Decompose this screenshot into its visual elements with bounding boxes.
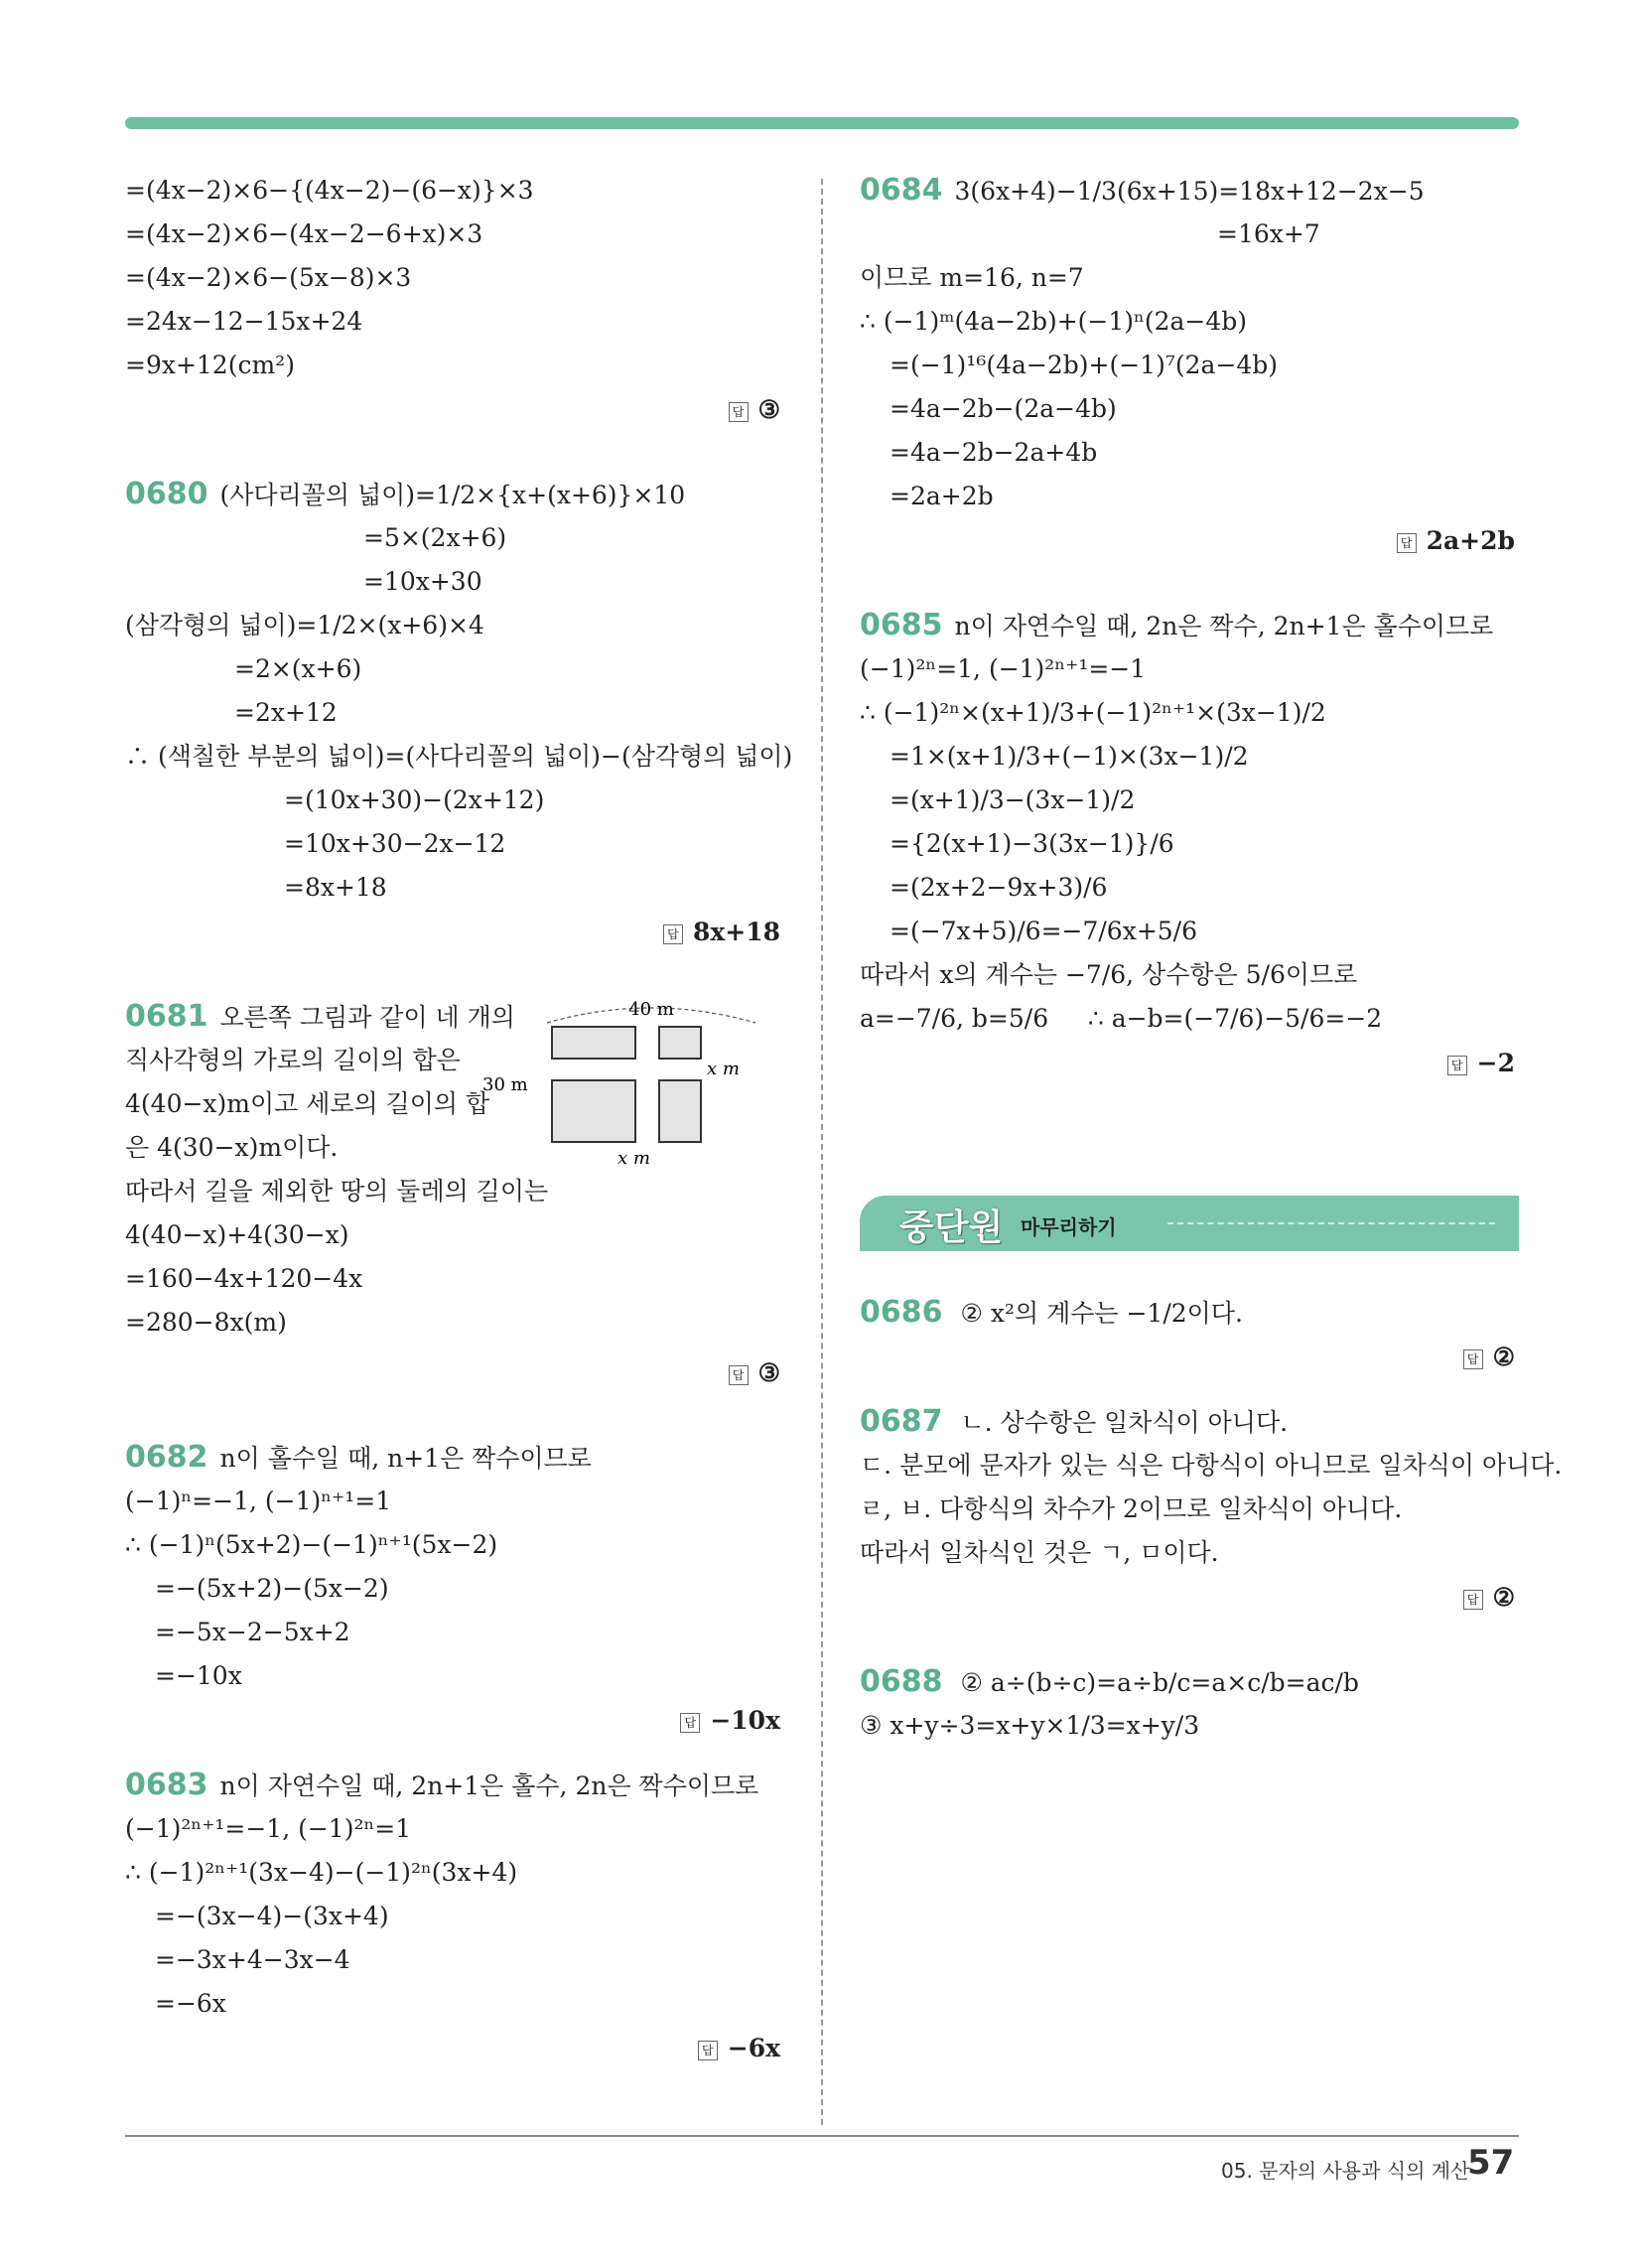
answer-line <box>860 1335 1515 1380</box>
solution-line: =9x+12(cm²) <box>125 351 295 379</box>
solution-line: =10x+30 <box>363 567 482 596</box>
problem-0684-first-line <box>860 169 1515 213</box>
footer-chapter: 05. 문자의 사용과 식의 계산 <box>1221 2159 1470 2183</box>
problem-0686-line <box>860 1291 1515 1335</box>
solution-line: (삼각형의 넓이)=1/2×(x+6)×4 <box>125 611 484 639</box>
solution-line: ㄹ, ㅂ. 다항식의 차수가 2이므로 일차식이 아니다. <box>860 1494 1403 1523</box>
land-figure <box>482 995 780 1169</box>
solution-line: =(10x+30)−(2x+12) <box>284 785 545 814</box>
top-accent-bar <box>125 117 1519 129</box>
solution-line: ∴ (−1)ᵐ(4a−2b)+(−1)ⁿ(2a−4b) <box>860 307 1248 336</box>
solution-line: ∴ (−1)ⁿ(5x+2)−(−1)ⁿ⁺¹(5x−2) <box>125 1530 498 1559</box>
answer-line <box>125 1350 780 1396</box>
solution-line: =2a+2b <box>889 482 994 510</box>
answer-line <box>860 518 1515 564</box>
right-label: x m <box>707 1059 740 1079</box>
problem-0681-block <box>125 995 780 1345</box>
answer-mark-icon: 답 <box>729 402 749 422</box>
solution-line: 오른쪽 그림과 같이 네 개의 <box>219 1003 515 1032</box>
solution-line: a=−7/6, b=5/6 ∴ a−b=(−7/6)−5/6=−2 <box>860 1004 1383 1033</box>
answer-value: ③ <box>757 395 780 424</box>
solution-line: ② a÷(b÷c)=a÷b/c=a×c/b=ac/b <box>960 1668 1359 1697</box>
solution-line: =−5x−2−5x+2 <box>155 1618 350 1646</box>
answer-value: 2a+2b <box>1426 526 1515 555</box>
problem-number: 0684 <box>860 173 943 208</box>
section-banner-title: 중단원 <box>899 1207 1004 1248</box>
solution-line: n이 자연수일 때, 2n은 짝수, 2n+1은 홀수이므로 <box>954 612 1494 640</box>
solution-line: =−10x <box>155 1661 242 1690</box>
answer-mark-icon: 답 <box>1397 533 1417 553</box>
solution-line: (−1)²ⁿ=1, (−1)²ⁿ⁺¹=−1 <box>860 654 1147 683</box>
problem-number: 0686 <box>860 1295 943 1330</box>
rect-top-left <box>552 1027 635 1059</box>
answer-value: −2 <box>1476 1049 1515 1077</box>
answer-line <box>125 387 780 433</box>
section-banner-subtitle: 마무리하기 <box>1021 1215 1117 1239</box>
problem-number: 0680 <box>125 477 208 511</box>
answer-value: ② <box>1492 1343 1515 1371</box>
solution-line: 이므로 m=16, n=7 <box>860 263 1084 292</box>
problem-0688-first-line <box>860 1660 1515 1704</box>
solution-line: 은 4(30−x)m이다. <box>125 1133 339 1162</box>
answer-mark-icon: 답 <box>1463 1590 1483 1610</box>
problem-0682-first-line <box>125 1436 780 1480</box>
left-label: 30 m <box>482 1074 528 1095</box>
solution-line: 따라서 x의 계수는 −7/6, 상수항은 5/6이므로 <box>860 960 1358 989</box>
solution-line: 4(40−x)+4(30−x) <box>125 1220 349 1249</box>
problem-number: 0688 <box>860 1664 943 1699</box>
solution-line: =(2x+2−9x+3)/6 <box>889 873 1108 902</box>
answer-line <box>125 1698 780 1744</box>
solution-line: ㄷ. 분모에 문자가 있는 식은 다항식이 아니므로 일차식이 아니다. <box>860 1451 1563 1480</box>
solution-line: =5×(2x+6) <box>363 523 507 552</box>
solution-line: n이 홀수일 때, n+1은 짝수이므로 <box>219 1444 592 1473</box>
problem-number: 0685 <box>860 608 943 642</box>
solution-line: (−1)²ⁿ⁺¹=−1, (−1)²ⁿ=1 <box>125 1814 412 1843</box>
solution-line: 3(6x+4)−1/3(6x+15)=18x+12−2x−5 <box>954 177 1425 206</box>
answer-mark-icon: 답 <box>663 924 683 944</box>
solution-line: 4(40−x)m이고 세로의 길이의 합 <box>125 1089 490 1118</box>
solution-line: =4a−2b−2a+4b <box>889 438 1098 467</box>
solution-line: =(4x−2)×6−(5x−8)×3 <box>125 263 412 292</box>
section-banner <box>860 1196 1515 1251</box>
answer-line <box>860 1575 1515 1621</box>
rect-bottom-right <box>659 1080 701 1142</box>
column-divider <box>821 179 823 2125</box>
left-column <box>125 169 793 2071</box>
problem-0683-first-line <box>125 1764 780 1807</box>
answer-mark-icon: 답 <box>1447 1056 1467 1075</box>
solution-line: (−1)ⁿ=−1, (−1)ⁿ⁺¹=1 <box>125 1487 392 1515</box>
solution-line: =(4x−2)×6−{(4x−2)−(6−x)}×3 <box>125 176 534 205</box>
solution-line: ={2(x+1)−3(3x−1)}/6 <box>889 829 1174 858</box>
solution-line: =(4x−2)×6−(4x−2−6+x)×3 <box>125 219 483 248</box>
solution-line: n이 자연수일 때, 2n+1은 홀수, 2n은 짝수이므로 <box>219 1772 759 1800</box>
solution-line: ② x²의 계수는 −1/2이다. <box>960 1299 1243 1328</box>
solution-line: 따라서 일차식인 것은 ㄱ, ㅁ이다. <box>860 1538 1219 1567</box>
rect-bottom-left <box>552 1080 635 1142</box>
solution-line: =(−1)¹⁶(4a−2b)+(−1)⁷(2a−4b) <box>889 351 1279 379</box>
solution-line: =2×(x+6) <box>234 654 362 683</box>
problem-0687-first-line <box>860 1400 1515 1444</box>
solution-line: =1×(x+1)/3+(−1)×(3x−1)/2 <box>889 742 1249 771</box>
answer-value: −10x <box>710 1706 780 1735</box>
problem-0680-first-line <box>125 473 780 516</box>
solution-line: =−3x+4−3x−4 <box>155 1945 350 1974</box>
solution-line: =(−7x+5)/6=−7/6x+5/6 <box>889 917 1197 945</box>
answer-mark-icon: 답 <box>680 1713 700 1733</box>
answer-line <box>125 910 780 955</box>
solution-line: =24x−12−15x+24 <box>125 307 363 336</box>
bottom-label: x m <box>617 1148 650 1169</box>
solution-line: =−6x <box>155 1989 226 2018</box>
answer-value: ③ <box>757 1358 780 1387</box>
answer-value: 8x+18 <box>692 918 780 946</box>
solution-line: ∴ (−1)²ⁿ×(x+1)/3+(−1)²ⁿ⁺¹×(3x−1)/2 <box>860 698 1326 727</box>
top-label: 40 m <box>628 999 674 1020</box>
answer-line <box>860 1041 1515 1086</box>
solution-line: ∴ (−1)²ⁿ⁺¹(3x−4)−(−1)²ⁿ(3x+4) <box>125 1858 518 1887</box>
solution-line: ③ x+y÷3=x+y×1/3=x+y/3 <box>860 1711 1200 1740</box>
solution-line: 직사각형의 가로의 길이의 합은 <box>125 1046 461 1074</box>
right-column <box>860 169 1563 1748</box>
footer-rule <box>125 2135 1519 2137</box>
page-number: 57 <box>1467 2143 1515 2183</box>
solution-line: ∴ (색칠한 부분의 넓이)=(사다리꼴의 넓이)−(삼각형의 넓이) <box>125 742 793 771</box>
problem-number: 0683 <box>125 1768 208 1802</box>
solution-line: =−(3x−4)−(3x+4) <box>155 1902 389 1930</box>
answer-mark-icon: 답 <box>729 1365 749 1385</box>
problem-number: 0682 <box>125 1440 208 1475</box>
solution-line: =8x+18 <box>284 873 387 902</box>
answer-mark-icon: 답 <box>698 2041 718 2060</box>
problem-number: 0681 <box>125 999 208 1034</box>
problem-0685-first-line <box>860 604 1515 647</box>
section-banner-dash <box>1167 1222 1495 1224</box>
answer-value: −6x <box>727 2034 780 2062</box>
problem-number: 0687 <box>860 1404 943 1439</box>
solution-line: (사다리꼴의 넓이)=1/2×{x+(x+6)}×10 <box>219 481 686 509</box>
solution-line: =−(5x+2)−(5x−2) <box>155 1574 389 1603</box>
solution-line: =16x+7 <box>1217 219 1320 248</box>
solution-line: =10x+30−2x−12 <box>284 829 506 858</box>
answer-line <box>125 2026 780 2071</box>
solution-line: =160−4x+120−4x <box>125 1264 363 1293</box>
answer-value: ② <box>1492 1583 1515 1612</box>
answer-mark-icon: 답 <box>1463 1349 1483 1369</box>
rect-top-right <box>659 1027 701 1059</box>
solution-line: 따라서 길을 제외한 땅의 둘레의 길이는 <box>125 1177 549 1205</box>
solution-line: ㄴ. 상수항은 일차식이 아니다. <box>960 1408 1289 1437</box>
solution-line: =(x+1)/3−(3x−1)/2 <box>889 785 1136 814</box>
solution-line: =280−8x(m) <box>125 1308 287 1337</box>
solution-line: =2x+12 <box>234 698 338 727</box>
solution-line: =4a−2b−(2a−4b) <box>889 394 1117 423</box>
